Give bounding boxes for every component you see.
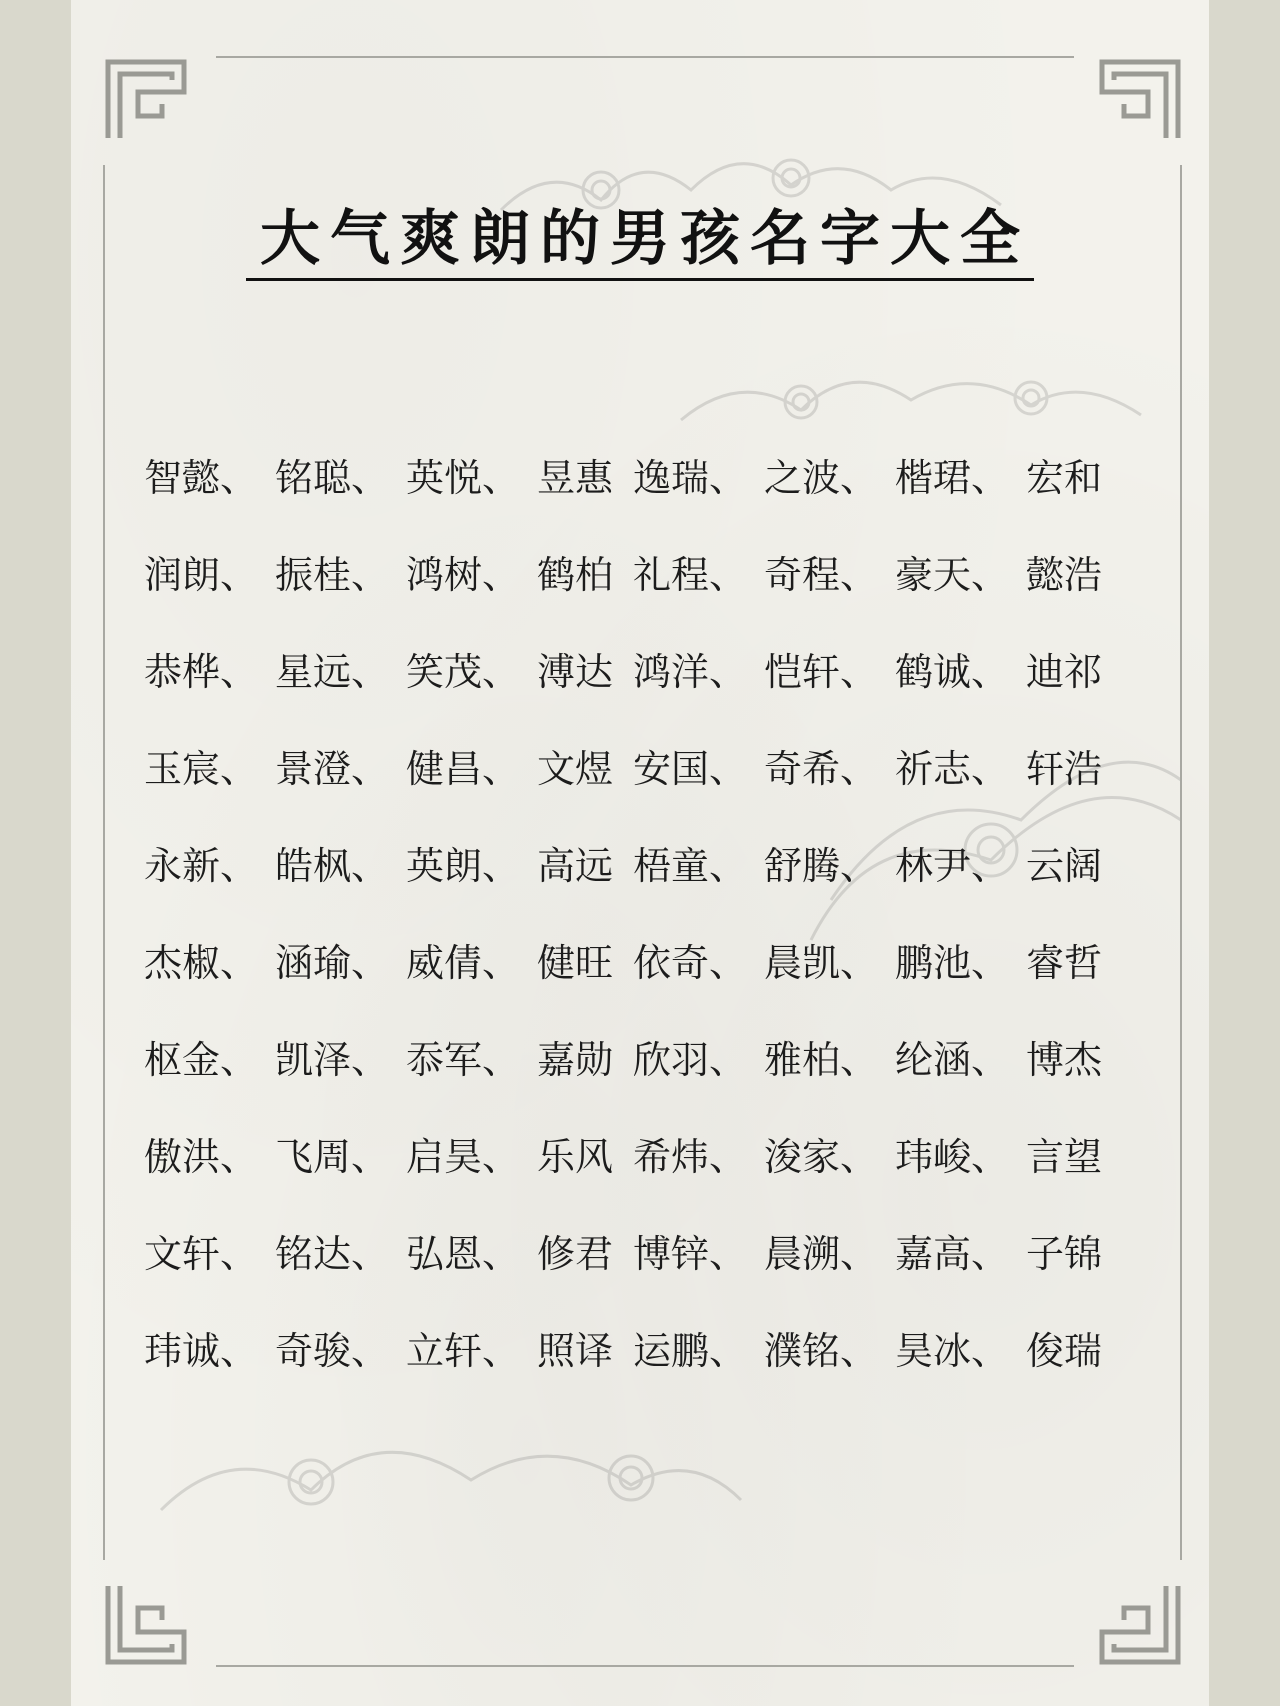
name-item: 恺轩、 [764, 650, 879, 694]
name-group-left [144, 544, 644, 599]
corner-ornament-bottom-right-icon [1098, 1582, 1182, 1666]
name-item: 奇骏、 [275, 1329, 390, 1373]
name-item: 健旺 [537, 941, 614, 985]
name-row [144, 932, 1144, 1029]
corner-ornament-top-left-icon [104, 58, 188, 142]
name-item: 轩浩 [1026, 747, 1103, 791]
name-item: 铭达、 [275, 1232, 390, 1276]
page-title-text: 大气爽朗的男孩名字大全 [246, 205, 1034, 281]
name-item: 浚家、 [764, 1135, 879, 1179]
name-item: 奇希、 [764, 747, 879, 791]
page-title [0, 205, 1280, 281]
name-row [144, 641, 1144, 738]
name-group-right [633, 738, 1133, 793]
name-item: 言望 [1026, 1135, 1103, 1179]
name-group-right [633, 447, 1133, 502]
name-item: 英朗、 [406, 844, 521, 888]
name-item: 雅柏、 [764, 1038, 879, 1082]
name-item: 昊冰、 [895, 1329, 1010, 1373]
name-item: 博杰 [1026, 1038, 1103, 1082]
name-group-right [633, 1223, 1133, 1278]
name-row [144, 1126, 1144, 1223]
name-item: 豪天、 [895, 553, 1010, 597]
name-item: 高远 [537, 844, 614, 888]
name-item: 英悦、 [406, 456, 521, 500]
name-item: 文轩、 [144, 1232, 259, 1276]
name-item: 玮诚、 [144, 1329, 259, 1373]
name-item: 鹏池、 [895, 941, 1010, 985]
name-row [144, 1320, 1144, 1417]
name-group-left [144, 1029, 644, 1084]
name-item: 启昊、 [406, 1135, 521, 1179]
name-group-right [633, 1126, 1133, 1181]
name-item: 健昌、 [406, 747, 521, 791]
name-item: 皓枫、 [275, 844, 390, 888]
name-item: 嘉高、 [895, 1232, 1010, 1276]
name-row [144, 738, 1144, 835]
name-item: 博锌、 [633, 1232, 748, 1276]
name-group-right [633, 1320, 1133, 1375]
name-item: 梧童、 [633, 844, 748, 888]
name-group-left [144, 738, 644, 793]
name-item: 飞周、 [275, 1135, 390, 1179]
name-item: 枢金、 [144, 1038, 259, 1082]
name-item: 忝军、 [406, 1038, 521, 1082]
frame-bottom-line [216, 1665, 1074, 1667]
name-item: 云阔 [1026, 844, 1103, 888]
name-item: 涵瑜、 [275, 941, 390, 985]
name-item: 威倩、 [406, 941, 521, 985]
name-item: 晨凯、 [764, 941, 879, 985]
name-item: 弘恩、 [406, 1232, 521, 1276]
name-item: 纶涵、 [895, 1038, 1010, 1082]
name-group-left [144, 1320, 644, 1375]
name-item: 嘉勋 [537, 1038, 614, 1082]
name-item: 鹤柏 [537, 553, 614, 597]
name-item: 逸瑞、 [633, 456, 748, 500]
name-item: 宏和 [1026, 456, 1103, 500]
name-item: 文煜 [537, 747, 614, 791]
name-item: 之波、 [764, 456, 879, 500]
name-item: 立轩、 [406, 1329, 521, 1373]
name-item: 昱惠 [537, 456, 614, 500]
name-item: 楷珺、 [895, 456, 1010, 500]
frame-right-line [1180, 165, 1182, 1560]
name-item: 祈志、 [895, 747, 1010, 791]
name-row [144, 544, 1144, 641]
name-item: 濮铭、 [764, 1329, 879, 1373]
name-group-left [144, 447, 644, 502]
name-item: 睿哲 [1026, 941, 1103, 985]
name-item: 鸿树、 [406, 553, 521, 597]
name-item: 修君 [537, 1232, 614, 1276]
name-item: 晨溯、 [764, 1232, 879, 1276]
name-item: 林尹、 [895, 844, 1010, 888]
name-item: 笑茂、 [406, 650, 521, 694]
corner-ornament-bottom-left-icon [104, 1582, 188, 1666]
name-item: 星远、 [275, 650, 390, 694]
name-item: 永新、 [144, 844, 259, 888]
name-item: 懿浩 [1026, 553, 1103, 597]
name-group-left [144, 641, 644, 696]
name-group-left [144, 932, 644, 987]
names-list [144, 447, 1144, 1417]
name-item: 智懿、 [144, 456, 259, 500]
name-item: 子锦 [1026, 1232, 1103, 1276]
name-item: 恭桦、 [144, 650, 259, 694]
name-item: 乐风 [537, 1135, 614, 1179]
name-item: 运鹏、 [633, 1329, 748, 1373]
name-item: 铭聪、 [275, 456, 390, 500]
name-item: 欣羽、 [633, 1038, 748, 1082]
name-item: 傲洪、 [144, 1135, 259, 1179]
name-group-right [633, 932, 1133, 987]
name-group-left [144, 1223, 644, 1278]
name-item: 礼程、 [633, 553, 748, 597]
name-item: 照译 [537, 1329, 614, 1373]
name-item: 依奇、 [633, 941, 748, 985]
name-item: 迪祁 [1026, 650, 1103, 694]
name-item: 安国、 [633, 747, 748, 791]
name-item: 润朗、 [144, 553, 259, 597]
name-group-left [144, 1126, 644, 1181]
frame-left-line [103, 165, 105, 1560]
name-group-right [633, 641, 1133, 696]
name-item: 鸿洋、 [633, 650, 748, 694]
name-item: 溥达 [537, 650, 614, 694]
name-item: 奇程、 [764, 553, 879, 597]
name-row [144, 1029, 1144, 1126]
name-row [144, 835, 1144, 932]
name-item: 振桂、 [275, 553, 390, 597]
name-item: 玉宸、 [144, 747, 259, 791]
name-group-right [633, 835, 1133, 890]
name-group-right [633, 544, 1133, 599]
name-row [144, 447, 1144, 544]
frame-top-line [216, 56, 1074, 58]
name-item: 舒腾、 [764, 844, 879, 888]
name-group-right [633, 1029, 1133, 1084]
name-item: 杰椒、 [144, 941, 259, 985]
name-item: 凯泽、 [275, 1038, 390, 1082]
name-group-left [144, 835, 644, 890]
name-item: 俊瑞 [1026, 1329, 1103, 1373]
cloud-pattern-icon [671, 340, 1151, 450]
name-item: 景澄、 [275, 747, 390, 791]
corner-ornament-top-right-icon [1098, 58, 1182, 142]
name-item: 玮峻、 [895, 1135, 1010, 1179]
name-row [144, 1223, 1144, 1320]
name-item: 鹤诚、 [895, 650, 1010, 694]
name-item: 希炜、 [633, 1135, 748, 1179]
